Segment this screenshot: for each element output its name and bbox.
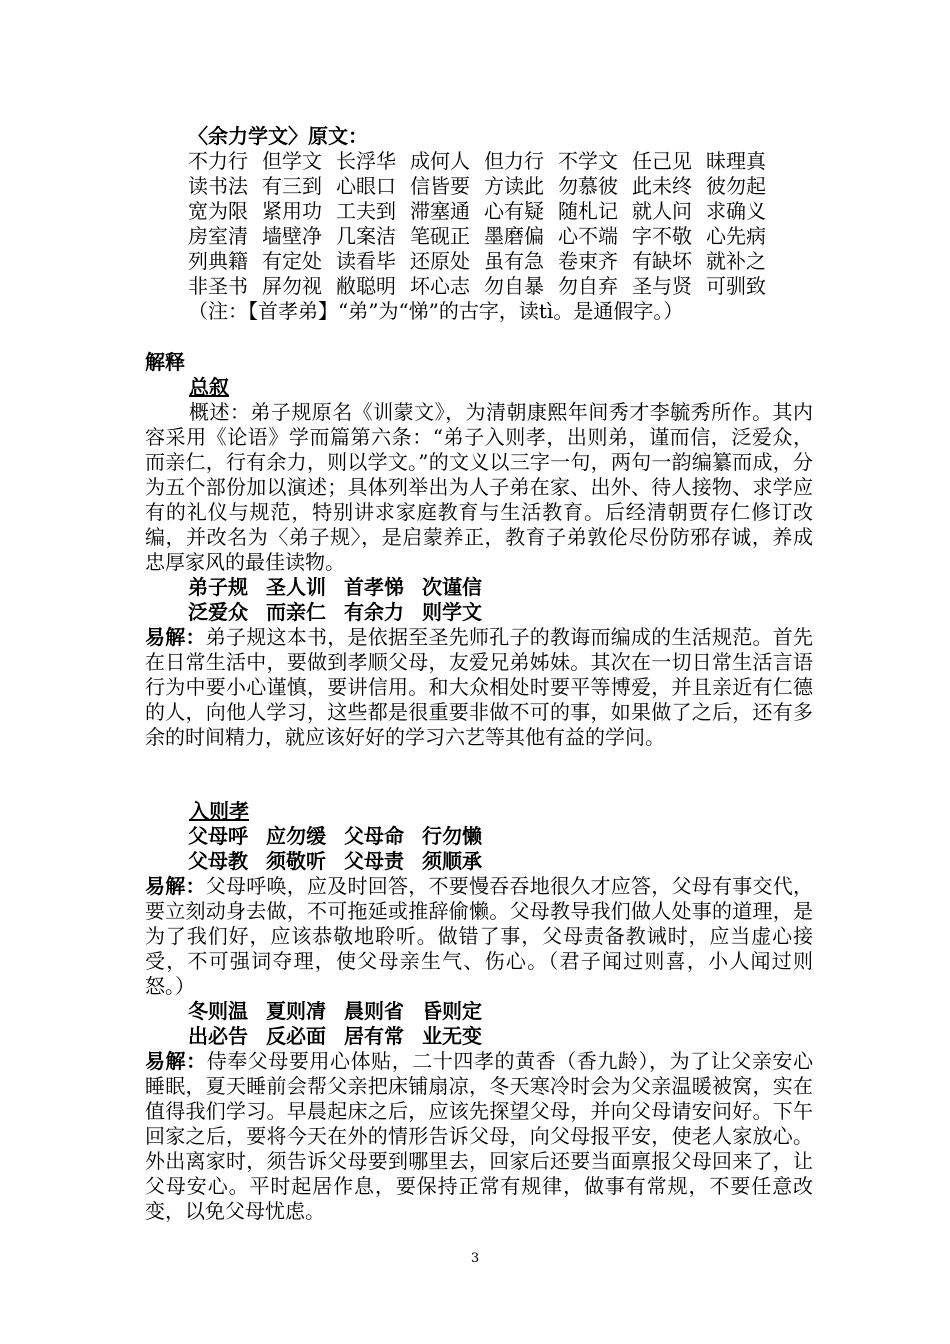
original-row (188, 199, 780, 224)
verse-phrase: 首孝悌 (344, 575, 404, 599)
section-heading-overview (145, 375, 229, 400)
verse-phrase: 居有常 (344, 1024, 404, 1048)
phrase: 有定处 (262, 249, 322, 273)
verse-phrase: 父母呼 (188, 824, 248, 848)
easy-text: 弟子规这本书，是依据至圣先师孔子的教诲而编成的生活规范。首先在日常生活中，要做到孝顺父母，友爱兄弟姊妹。其次在一切日常生活言语行为中要小心谨慎，要讲信用。和大众相处时要平等博爱，并且亲近有仁德的人，向他人学习，这些都是很重要非做不可的事，如果做了之后，还有多余的时间精力，就应该好好的学习六艺等其他有益的学问。 (145, 625, 813, 749)
verse-phrase: 而亲仁 (266, 600, 326, 624)
phrase: 宽为限 (188, 199, 248, 223)
verse-phrase: 行勿懒 (422, 824, 482, 848)
verse-phrase: 应勿缓 (266, 824, 326, 848)
verse-phrase: 则学文 (422, 600, 482, 624)
phrase: 房室清 (188, 224, 248, 248)
phrase: 有缺坏 (632, 249, 692, 273)
original-row (188, 174, 780, 199)
verse-phrase: 须顺承 (422, 849, 482, 873)
phrase: 成何人 (410, 149, 470, 173)
phrase: 勿慕彼 (558, 174, 618, 198)
phrase: 字不敬 (632, 224, 692, 248)
easy-text: 父母呼唤，应及时回答，不要慢吞吞地很久才应答，父母有事交代，要立刻动身去做，不可拖延或推辞偷懒。父母教导我们做人处事的道理，是为了我们好，应该恭敬地聆听。做错了事，父母责备教诫时，应当虚心接受，不可强词夺理，使父母亲生气、伤心。（君子闻过则喜，小人闻过则怒。） (145, 874, 813, 998)
phrase: 非圣书 (188, 274, 248, 298)
phrase: 不学文 (558, 149, 618, 173)
phrase: 彼勿起 (706, 174, 766, 198)
verse-phrase: 冬则温 (188, 999, 248, 1023)
note-text: （注：【首孝弟】“弟”为“悌”的古字，读tì。是通假字。） (188, 299, 684, 323)
section-heading-filial (145, 799, 249, 824)
verse-phrase: 晨则省 (344, 999, 404, 1023)
verse-phrase: 泛爱众 (188, 600, 248, 624)
verse-phrase: 父母命 (344, 824, 404, 848)
easy-label: 易解： (145, 874, 206, 898)
phrase: 卷束齐 (558, 249, 618, 273)
verse-line (188, 1024, 500, 1049)
phrase: 信皆要 (410, 174, 470, 198)
verse-line (188, 600, 500, 625)
phrase: 紧用功 (262, 199, 322, 223)
phrase: 墙壁净 (262, 224, 322, 248)
original-row (188, 249, 780, 274)
page-number: 3 (470, 1251, 480, 1266)
original-row (188, 224, 780, 249)
original-text-grid (188, 149, 780, 299)
phrase: 屏勿视 (262, 274, 322, 298)
verse-phrase: 有余力 (344, 600, 404, 624)
phrase: 几案洁 (336, 224, 396, 248)
verse-phrase: 圣人训 (266, 575, 326, 599)
phrase: 就补之 (706, 249, 766, 273)
phrase: 读看毕 (336, 249, 396, 273)
phrase: 随札记 (558, 199, 618, 223)
easy-paragraph-2 (145, 874, 813, 999)
verse-phrase: 次谨信 (422, 575, 482, 599)
phrase: 求确义 (706, 199, 766, 223)
phrase: 但力行 (484, 149, 544, 173)
phrase: 心不端 (558, 224, 618, 248)
section-heading-text: 总叙 (189, 375, 229, 399)
phrase: 圣与贤 (632, 274, 692, 298)
phrase: 有三到 (262, 174, 322, 198)
verse-phrase: 父母责 (344, 849, 404, 873)
original-heading-text: 〈余力学文〉原文： (188, 124, 368, 148)
phrase: 不力行 (188, 149, 248, 173)
explain-heading: 解释 (145, 350, 185, 374)
phrase: 任己见 (632, 149, 692, 173)
overview-paragraph: 概述：弟子规原名《训蒙文》，为清朝康熙年间秀才李毓秀所作。其内容采用《论语》学而篇第六条：“弟子入则孝，出则弟，谨而信，泛爱众，而亲仁，行有余力，则以学文。”的文义以三字一句，两句一韵编纂而成，分为五个部份加以演述；具体列举出为人子弟在家、出外、待人接物、求学应有的礼仪与规范，特别讲求家庭教育与生活教育。后经清朝贾存仁修订改编，并改名为〈弟子规〉，是启蒙养正，教育子弟敦伦尽份防邪存诚，养成忠厚家风的最佳读物。 (145, 400, 813, 574)
verse-phrase: 出必告 (188, 1024, 248, 1048)
easy-paragraph-3 (145, 1049, 813, 1224)
phrase: 读书法 (188, 174, 248, 198)
section-heading-text: 入则孝 (189, 799, 249, 823)
verse-phrase: 反必面 (266, 1024, 326, 1048)
verse-line (188, 999, 500, 1024)
verse-phrase: 夏则凊 (266, 999, 326, 1023)
original-heading (188, 124, 368, 149)
easy-label: 易解： (145, 1049, 207, 1073)
phrase: 坏心志 (410, 274, 470, 298)
phrase: 墨磨偏 (484, 224, 544, 248)
phrase: 方读此 (484, 174, 544, 198)
phrase: 笔砚正 (410, 224, 470, 248)
phrase: 勿自暴 (484, 274, 544, 298)
phrase: 就人问 (632, 199, 692, 223)
phrase: 此未终 (632, 174, 692, 198)
original-row (188, 274, 780, 299)
phrase: 勿自弃 (558, 274, 618, 298)
easy-paragraph-1 (145, 625, 813, 750)
phrase: 虽有急 (484, 249, 544, 273)
easy-text: 侍奉父母要用心体贴，二十四孝的黄香（香九龄），为了让父亲安心睡眠，夏天睡前会帮父亲把床铺扇凉，冬天寒冷时会为父亲温暖被窝，实在值得我们学习。早晨起床之后，应该先探望父母，并向父母请安问好。下午回家之后，要将今天在外的情形告诉父母，向父母报平安，使老人家放心。外出离家时，须告诉父母要到哪里去，回家后还要当面禀报父母回来了，让父母安心。平时起居作息，要保持正常有规律，做事有常规，不要任意改变，以免父母忧虑。 (145, 1049, 813, 1223)
verse-line (188, 575, 500, 600)
phrase: 列典籍 (188, 249, 248, 273)
phrase: 可驯致 (706, 274, 766, 298)
verse-phrase: 弟子规 (188, 575, 248, 599)
phrase: 心先病 (706, 224, 766, 248)
original-row (188, 149, 780, 174)
phrase: 还原处 (410, 249, 470, 273)
phrase: 滞塞通 (410, 199, 470, 223)
verse-phrase: 业无变 (422, 1024, 482, 1048)
phrase: 工夫到 (336, 199, 396, 223)
phrase: 心有疑 (484, 199, 544, 223)
phrase: 敝聪明 (336, 274, 396, 298)
verse-phrase: 须敬听 (266, 849, 326, 873)
verse-line (188, 849, 500, 874)
verse-phrase: 昏则定 (422, 999, 482, 1023)
easy-label: 易解： (145, 625, 206, 649)
phrase: 昧理真 (706, 149, 766, 173)
verse-line (188, 824, 500, 849)
phrase: 长浮华 (336, 149, 396, 173)
phrase: 心眼口 (336, 174, 396, 198)
phrase: 但学文 (262, 149, 322, 173)
verse-phrase: 父母教 (188, 849, 248, 873)
